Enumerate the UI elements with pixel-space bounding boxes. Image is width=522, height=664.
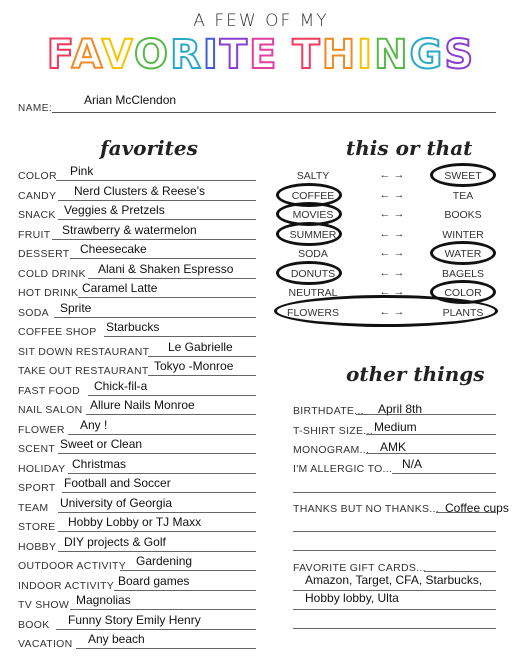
favorite-value-field[interactable]: Magnolias <box>76 593 131 607</box>
favorite-label: DESSERT <box>18 248 70 260</box>
title-letter: F <box>46 32 72 78</box>
favorite-line <box>52 239 256 240</box>
gift-cards-label: FAVORITE GIFT CARDS... <box>293 562 426 574</box>
favorite-value-field[interactable]: Pink <box>70 164 94 178</box>
favorite-label: TV SHOW <box>18 599 70 611</box>
favorite-value-field[interactable]: Starbucks <box>106 320 160 334</box>
favorite-label: BOOK <box>18 619 50 631</box>
tot-right-option[interactable]: COLOR <box>444 287 482 299</box>
favorite-line <box>54 317 256 318</box>
favorite-line <box>114 590 256 591</box>
favorite-line <box>76 648 256 649</box>
tot-right-option[interactable]: SWEET <box>444 170 482 182</box>
favorite-value-field[interactable]: Nerd Clusters & Reese's <box>74 184 206 198</box>
subtitle: A FEW OF MY <box>193 11 329 31</box>
tot-right-option[interactable]: BOOKS <box>444 209 482 221</box>
name-label: NAME: <box>18 103 53 114</box>
favorite-line <box>56 629 256 630</box>
arrows-icon: ← → <box>379 169 405 181</box>
gift-cards-field-2[interactable]: Hobby lobby, Ulta <box>305 591 399 605</box>
favorite-line <box>70 258 256 259</box>
favorite-value-field[interactable]: Chick-fil-a <box>94 379 148 393</box>
favorite-label: CANDY <box>18 190 57 202</box>
title-letter: N <box>374 32 410 78</box>
tot-right-option[interactable]: WATER <box>444 248 482 260</box>
gift-cards-line-3 <box>293 609 496 610</box>
favorite-label: HOBBY <box>18 541 57 553</box>
favorite-line <box>148 375 256 376</box>
title-letter: T <box>219 32 250 78</box>
favorite-label: OUTDOOR ACTIVITY <box>18 560 127 572</box>
title-letter: A <box>71 32 102 78</box>
no-thanks-line-3 <box>293 550 496 551</box>
selection-circle <box>274 295 498 327</box>
title-letter: R <box>170 32 203 78</box>
favorite-line <box>68 473 256 474</box>
favorite-line <box>78 297 256 298</box>
favorite-label: FRUIT <box>18 229 51 241</box>
favorite-line <box>104 336 256 337</box>
gift-cards-field-1[interactable]: Amazon, Target, CFA, Starbucks, <box>305 573 483 587</box>
tshirt-line <box>366 434 496 435</box>
favorite-label: SNACK <box>18 209 56 221</box>
main-title <box>0 32 522 78</box>
favorite-value-field[interactable]: Le Gabrielle <box>168 340 233 354</box>
favorite-label: VACATION <box>18 638 73 650</box>
favorite-value-field[interactable]: Allure Nails Monroe <box>90 398 195 412</box>
selection-circle <box>276 261 342 285</box>
favorite-label: SCENT <box>18 443 56 455</box>
tot-left-option[interactable]: DONUTS <box>290 268 336 280</box>
favorite-line <box>68 434 256 435</box>
monogram-field[interactable]: AMK <box>380 440 407 454</box>
tot-right-option[interactable]: WINTER <box>442 229 484 241</box>
title-letter: H <box>321 32 358 78</box>
favorite-label: SPORT <box>18 482 56 494</box>
arrows-icon: ← → <box>379 306 405 318</box>
favorite-label: SIT DOWN RESTAURANT <box>18 346 150 358</box>
favorite-value-field[interactable]: Strawberry & watermelon <box>62 223 197 237</box>
title-letter: T <box>292 32 322 78</box>
birthdate-field[interactable]: April 8th <box>378 402 423 416</box>
arrows-icon: ← → <box>379 228 405 240</box>
favorite-label: TEAM <box>18 502 49 514</box>
tot-left-option[interactable]: SUMMER <box>289 229 337 241</box>
favorite-value-field[interactable]: Gardening <box>136 554 193 568</box>
favorite-label: SODA <box>18 307 49 319</box>
tot-right-option[interactable]: PLANTS <box>442 307 484 319</box>
favorite-value-field[interactable]: Veggies & Pretzels <box>64 203 165 217</box>
favorite-label: STORE <box>18 521 56 533</box>
allergic-label: I'M ALLERGIC TO... <box>293 463 393 475</box>
allergic-line <box>392 473 496 474</box>
favorite-line <box>58 551 256 552</box>
favorite-line <box>88 395 256 396</box>
blank-line <box>293 492 496 493</box>
favorite-line <box>120 570 256 571</box>
no-thanks-label: THANKS BUT NO THANKS... <box>293 503 439 515</box>
favorite-value-field[interactable]: Christmas <box>72 457 127 471</box>
favorite-label: FLOWER <box>18 424 65 436</box>
favorite-line <box>62 492 256 493</box>
tot-left-option[interactable]: MOVIES <box>292 209 334 221</box>
favorites-heading: favorites <box>100 136 198 160</box>
favorite-line <box>58 453 256 454</box>
tot-left-option[interactable]: SALTY <box>296 170 330 182</box>
favorite-line <box>88 278 256 279</box>
birthdate-line <box>356 414 496 415</box>
favorite-line <box>58 531 256 532</box>
name-field[interactable]: Arian McClendon <box>84 93 177 107</box>
favorite-line <box>58 200 256 201</box>
tot-left-option[interactable]: SODA <box>298 248 328 260</box>
title-letter: V <box>101 32 135 78</box>
title-letter: I <box>202 32 220 78</box>
favorite-value-field[interactable]: University of Georgia <box>60 496 173 510</box>
favorite-value-field[interactable]: Any beach <box>88 632 145 646</box>
favorite-line <box>58 512 256 513</box>
no-thanks-line-2 <box>293 531 496 532</box>
favorite-value-field[interactable]: DIY projects & Golf <box>64 535 166 549</box>
title-letter: E <box>249 32 279 78</box>
favorite-line <box>58 219 256 220</box>
tot-left-option[interactable]: NEUTRAL <box>288 287 338 299</box>
arrows-icon: ← → <box>379 189 405 201</box>
allergic-field[interactable]: N/A <box>402 457 423 471</box>
favorite-label: COLD DRINK <box>18 268 86 280</box>
arrows-icon: ← → <box>379 286 405 298</box>
monogram-label: MONOGRAM... <box>293 444 370 456</box>
favorite-value-field[interactable]: Caramel Latte <box>82 281 158 295</box>
favorite-line <box>148 356 256 357</box>
favorite-value-field[interactable]: Football and Soccer <box>64 476 171 490</box>
title-letter: I <box>357 32 375 78</box>
tot-left-option[interactable]: FLOWERS <box>287 307 339 319</box>
this-or-that-heading: this or that <box>346 136 473 160</box>
favorite-label: NAIL SALON <box>18 404 83 416</box>
name-line <box>52 112 496 113</box>
favorite-value-field[interactable]: Tokyo -Monroe <box>154 359 234 373</box>
title-letter: O <box>134 32 171 78</box>
gift-cards-line <box>424 571 496 572</box>
selection-circle <box>430 241 496 265</box>
favorite-value-field[interactable]: Sweet or Clean <box>60 437 143 451</box>
tot-right-option[interactable]: BAGELS <box>441 268 485 280</box>
other-things-heading: other things <box>346 362 485 386</box>
favorite-label: TAKE OUT RESTAURANT <box>18 365 149 377</box>
favorite-value-field[interactable]: Board games <box>118 574 190 588</box>
favorite-line <box>86 414 256 415</box>
favorite-value-field[interactable]: Alani & Shaken Espresso <box>98 262 234 276</box>
favorite-value-field[interactable]: Cheesecake <box>80 242 147 256</box>
favorite-label: COFFEE SHOP <box>18 326 97 338</box>
selection-circle <box>276 222 342 246</box>
title-letter: G <box>409 32 445 78</box>
favorite-label: INDOOR ACTIVITY <box>18 580 115 592</box>
arrows-icon: ← → <box>379 247 405 259</box>
selection-circle <box>430 163 496 187</box>
title-letter: S <box>444 32 476 78</box>
tshirt-label: T-SHIRT SIZE... <box>293 425 373 437</box>
tot-right-option[interactable]: TEA <box>452 190 474 202</box>
favorite-value-field[interactable]: Funny Story Emily Henry <box>68 613 201 627</box>
no-thanks-field[interactable]: Coffee cups <box>445 501 509 515</box>
favorite-value-field[interactable]: Sprite <box>60 301 92 315</box>
favorite-label: COLOR <box>18 170 57 182</box>
favorite-label: HOT DRINK <box>18 287 79 299</box>
arrows-icon: ← → <box>379 267 405 279</box>
favorite-value-field[interactable]: Any ! <box>80 418 108 432</box>
favorite-label: HOLIDAY <box>18 463 66 475</box>
favorite-line <box>56 180 256 181</box>
favorite-label: FAST FOOD <box>18 385 81 397</box>
gift-cards-line-4 <box>293 628 496 629</box>
arrows-icon: ← → <box>379 208 405 220</box>
tshirt-field[interactable]: Medium <box>374 420 417 434</box>
favorite-line <box>70 609 256 610</box>
birthdate-label: BIRTHDATE... <box>293 405 364 417</box>
tot-left-option[interactable]: COFFEE <box>291 190 335 202</box>
favorite-value-field[interactable]: Hobby Lobby or TJ Maxx <box>68 515 202 529</box>
